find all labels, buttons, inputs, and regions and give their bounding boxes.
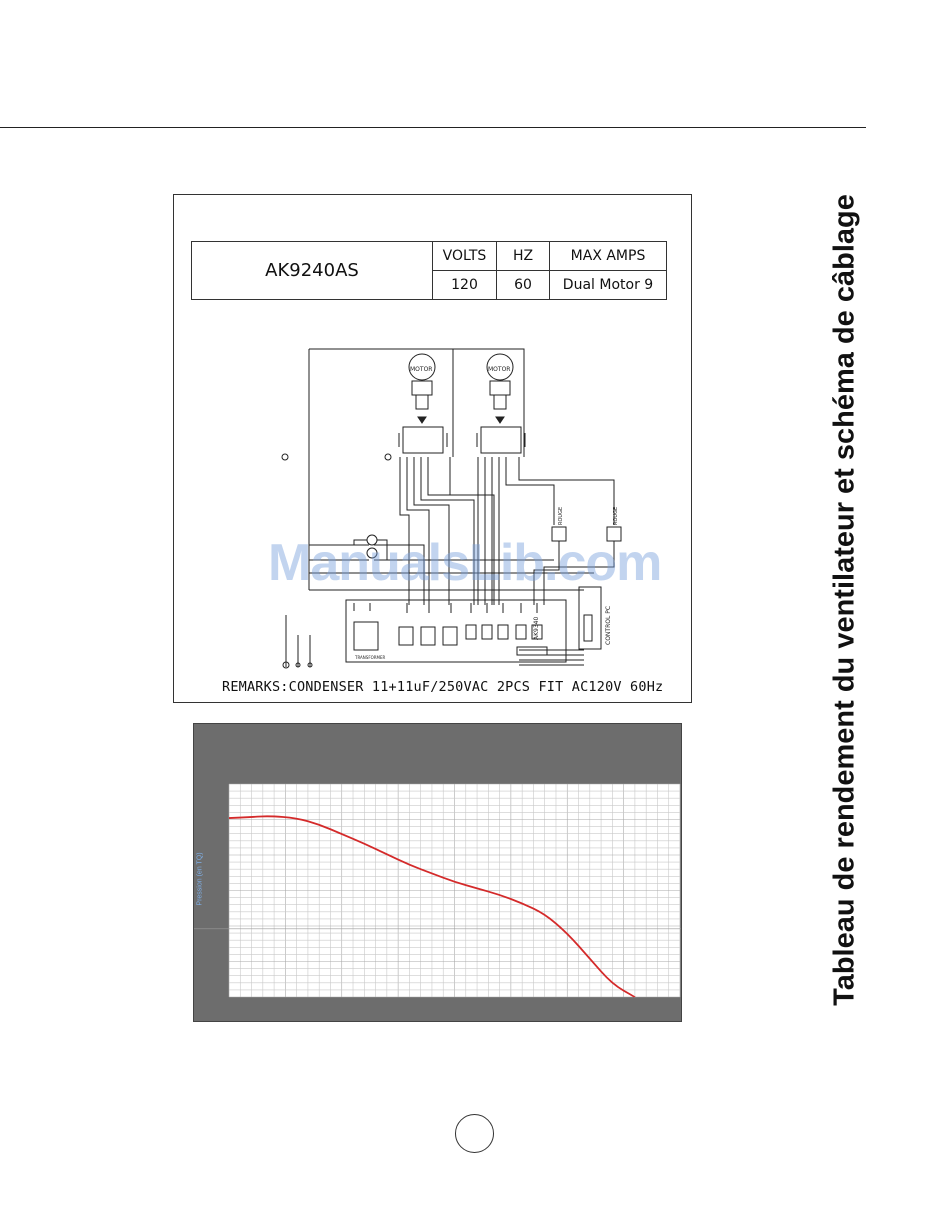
page-side-title: Tableau de rendement du ventilateur et schéma de câblage [828, 194, 861, 1006]
max-amps-header: MAX AMPS [550, 242, 667, 271]
motor-2-label: MOTOR [488, 366, 511, 373]
hz-header: HZ [497, 242, 550, 271]
rouge-label-2: ROUGE [613, 506, 619, 525]
wiring-schematic [174, 195, 691, 702]
motor-1-label: MOTOR [410, 366, 433, 373]
transformer-box [354, 622, 378, 650]
control-pc-box [579, 587, 601, 649]
wiring-diagram-panel [173, 194, 692, 703]
watermark: ManualsLib.com [268, 534, 662, 592]
volts-header: VOLTS [433, 242, 497, 271]
remarks-text: REMARKS:CONDENSER 11+11uF/250VAC 2PCS FIT AC120V 60Hz [222, 679, 664, 695]
volts-value: 120 [433, 271, 497, 300]
performance-chart [193, 723, 682, 1022]
connector-2 [481, 427, 521, 453]
board-name-label: AK9340 [533, 616, 540, 640]
rouge-label-1: ROUGE [558, 506, 564, 525]
control-pc-label: CONTROL PC [605, 605, 612, 645]
page-number-circle [455, 1114, 494, 1153]
max-amps-value: Dual Motor 9 [550, 271, 667, 300]
model-name: AK9240AS [192, 242, 433, 300]
chart-plot [194, 724, 681, 1021]
hz-value: 60 [497, 271, 550, 300]
y-axis-label: Pression (en TQ) [196, 852, 204, 906]
header-rule [0, 127, 866, 128]
transformer-label: TRANSFORMER [355, 655, 386, 660]
connector-1 [403, 427, 443, 453]
